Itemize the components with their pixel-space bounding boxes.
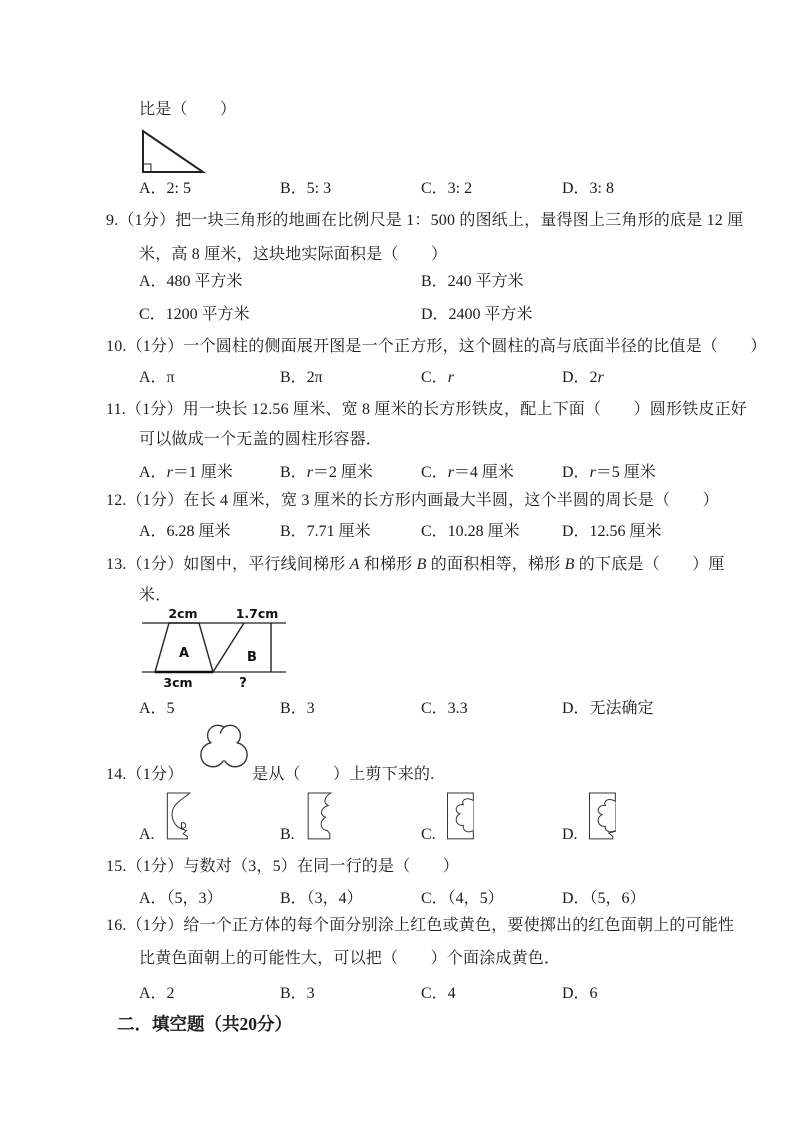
option-a: [139, 368, 280, 387]
q16-options: [139, 984, 703, 1003]
intro-options: [139, 179, 703, 198]
q11-line-2: 可以做成一个无盖的圆柱形容器．: [139, 431, 383, 448]
option-label: D．2: [562, 369, 598, 386]
q9-options-row-2: [139, 305, 703, 324]
option-b: [280, 463, 421, 482]
q13-options: [139, 699, 703, 718]
option-d: [562, 463, 703, 482]
cut-paper-b-icon: [304, 787, 334, 844]
len-unknown: ?: [239, 676, 247, 690]
option-c: [421, 368, 562, 387]
len-1-7cm: 1.7cm: [235, 606, 279, 621]
option-a: [139, 786, 280, 844]
q12-options: [139, 522, 703, 541]
option-a: [139, 463, 280, 482]
q10-line-1: 10.（1分）一个圆柱的侧面展开图是一个正方形，这个圆柱的高与底面半径的比值是（ ）: [106, 338, 767, 355]
q16-line-1: 16.（1分）给一个正方体的每个面分别涂上红色或黄色，要使掷出的红色面朝上的可能性: [106, 917, 735, 934]
q12-line-1: 12.（1分）在长 4 厘米，宽 3 厘米的长方形内画最大半圆，这个半圆的周长是（ ）: [106, 492, 719, 509]
option-d: D．无法确定: [562, 700, 654, 717]
q14-text: 是从（ ）上剪下来的.: [252, 766, 435, 783]
q11-line-1: 11.（1分）用一块长 12.56 厘米、宽 8 厘米的长方形铁皮，配上下面（ ）圆形铁皮正好: [106, 401, 748, 418]
q13-seg: 的面积相等，梯形: [426, 556, 565, 573]
len-2cm: 2cm: [168, 606, 198, 621]
q13-var-b: B: [416, 556, 427, 573]
cut-paper-a-icon: [164, 787, 194, 844]
option-math: r: [306, 464, 313, 481]
option-label: D.: [562, 826, 578, 843]
trapezoid-a-label: A: [178, 646, 190, 661]
option-d: D．2400 平方米: [421, 306, 533, 323]
trapezoid-b-label: B: [247, 650, 257, 665]
option-c: [421, 463, 562, 482]
option-label: B．2π: [280, 369, 323, 386]
q13-line-2: 米．: [139, 587, 172, 604]
q9-options-row-1: [139, 272, 703, 291]
option-c: C．4: [421, 985, 456, 1002]
q13-var-a: A: [349, 556, 360, 573]
q10-options: [139, 368, 703, 387]
q15-line-1: 15.（1分）与数对（3，5）在同一行的是（ ）: [106, 858, 460, 875]
option-label: C．: [421, 369, 448, 386]
option-c: C．1200 平方米: [139, 306, 250, 323]
section-2-header: 二．填空题（共20分）: [117, 1014, 292, 1034]
option-unit: ＝2 厘米: [312, 464, 373, 481]
q13-var-b: B: [564, 556, 575, 573]
q13-seg: 的下底是（ ）厘: [574, 556, 725, 573]
trapezoid-figure: [140, 604, 290, 690]
q9-line-1: 9.（1分）把一块三角形的地画在比例尺是 1：500 的图纸上，量得图上三角形的底是 12 厘: [106, 212, 744, 229]
option-b: B．5: 3: [280, 180, 332, 197]
option-b: B．（3，4）: [280, 890, 363, 907]
option-a: A．2: [139, 985, 175, 1002]
option-label: A．: [139, 464, 167, 481]
option-math: r: [597, 369, 604, 386]
q15-options: [139, 889, 703, 908]
q16-line-2: 比黄色面朝上的可能性大，可以把（ ）个面涂成黄色．: [139, 950, 561, 967]
option-label: A．π: [139, 369, 175, 386]
cut-paper-d-icon: [587, 787, 617, 844]
option-a: A．（5，3）: [139, 890, 223, 907]
option-b: [280, 368, 421, 387]
option-a: A．6.28 厘米: [139, 523, 231, 540]
cut-paper-c-icon: [445, 787, 475, 844]
option-label: B．: [280, 464, 307, 481]
option-math: r: [589, 464, 596, 481]
option-c: C．3.3: [421, 700, 468, 717]
right-triangle-figure: [140, 127, 206, 175]
option-a: A．5: [139, 700, 175, 717]
option-a: A．480 平方米: [139, 273, 243, 290]
option-b: B．7.71 厘米: [280, 523, 371, 540]
q13-line-1: [106, 555, 725, 574]
option-d: [562, 368, 703, 387]
option-math: r: [166, 464, 173, 481]
option-label: A.: [139, 826, 155, 843]
option-unit: ＝4 厘米: [453, 464, 514, 481]
option-math: r: [447, 464, 454, 481]
option-d: D．12.56 厘米: [562, 523, 662, 540]
option-b: B．240 平方米: [421, 273, 524, 290]
option-d: D．3: 8: [562, 180, 615, 197]
option-label: C.: [421, 826, 436, 843]
clover-shape: [197, 721, 251, 775]
option-c: [421, 786, 562, 844]
intro-text: 比是（ ）: [139, 101, 237, 118]
q13-seg: 和梯形: [359, 556, 417, 573]
option-b: B．3: [280, 985, 315, 1002]
q11-options: [139, 463, 703, 482]
option-d: [562, 786, 703, 844]
option-a: A．2: 5: [139, 180, 192, 197]
option-c: C．（4，5）: [421, 890, 504, 907]
q14-number: 14.（1分）: [106, 766, 184, 783]
option-label: B.: [280, 826, 295, 843]
option-b: [280, 786, 421, 844]
q14-options: [139, 786, 703, 844]
option-unit: ＝1 厘米: [172, 464, 233, 481]
option-label: D．: [562, 464, 590, 481]
option-c: C．3: 2: [421, 180, 473, 197]
option-d: D．6: [562, 985, 598, 1002]
q13-seg: 13.（1分）如图中，平行线间梯形: [106, 556, 350, 573]
option-c: C．10.28 厘米: [421, 523, 520, 540]
option-math: r: [447, 369, 454, 386]
option-d: D．（5，6）: [562, 890, 646, 907]
option-unit: ＝5 厘米: [595, 464, 656, 481]
option-label: C．: [421, 464, 448, 481]
option-b: B．3: [280, 700, 315, 717]
q9-line-2: 米，高 8 厘米，这块地实际面积是（ ）: [139, 246, 448, 263]
len-3cm: 3cm: [163, 675, 193, 690]
